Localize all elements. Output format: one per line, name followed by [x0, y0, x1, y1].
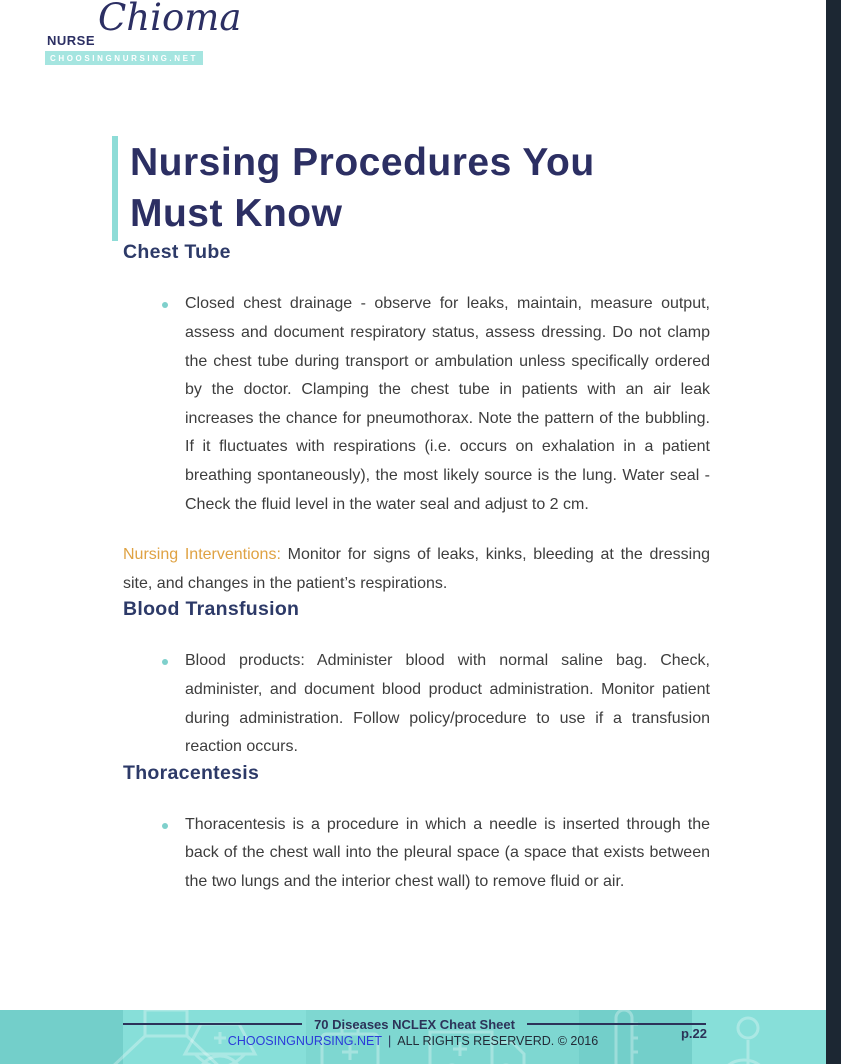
title-block: [112, 136, 710, 241]
section-heading-blood-transfusion: Blood Transfusion: [123, 598, 300, 621]
note-text: Monitor for signs of leaks, kinks, bleeding at the dressing site, and changes in the patient’s respirations.: [123, 546, 710, 592]
footer-site-link[interactable]: CHOOSINGNURSING.NET: [227, 1034, 382, 1048]
footer-rule-row: [123, 1016, 706, 1032]
blood-transfusion-list: [123, 647, 710, 761]
nursing-interventions-note: [123, 541, 710, 598]
thoracentesis-list: [123, 811, 710, 897]
footer-rule-right: [527, 1023, 706, 1025]
section-heading-chest-tube: Chest Tube: [123, 241, 231, 264]
brand-chioma-script: Chioma: [98, 0, 242, 39]
page-edge-sidebar: [826, 0, 841, 1064]
footer-rule-left: [123, 1023, 302, 1025]
footer-separator: |: [387, 1034, 392, 1048]
section-heading-thoracentesis: Thoracentesis: [123, 761, 260, 784]
footer-band: [0, 1010, 826, 1064]
bullet-text: Blood products: Administer blood with normal saline bag. Check, administer, and document blood product administration. Monitor patient during administration. Follow policy/procedure to use if a transfusion reaction occurs.: [185, 652, 710, 756]
footer-title: 70 Diseases NCLEX Cheat Sheet: [314, 1016, 515, 1032]
page-title: Nursing Procedures You Must Know: [130, 141, 595, 235]
list-item: [123, 811, 710, 897]
document-body: [123, 136, 710, 896]
footer-page-number: p.22: [680, 1026, 707, 1041]
title-accent-bar: [112, 136, 118, 241]
bullet-text: Closed chest drainage - observe for leaks, maintain, measure output, assess and document respiratory status, assess dressing. Do not clamp the chest tube during transport or ambulation unless specifically ordered by the doctor. Clamping the chest tube in patients with an air leak increases the chance for pneumothorax. Note the pattern of the bubbling. If it fluctuates with respirations (i.e. occurs on exhalation in a patient breathing spontaneously), the most likely source is the lung. Water seal - Check the fluid level in the water seal and adjust to 2 cm.: [185, 295, 710, 513]
brand-logo: [45, 0, 242, 68]
list-item: [123, 290, 710, 519]
note-label: Nursing Interventions:: [123, 546, 281, 564]
brand-site-banner: CHOOSINGNURSING.NET: [45, 51, 203, 65]
brand-nurse-text: NURSE: [47, 33, 96, 48]
bullet-text: Thoracentesis is a procedure in which a needle is inserted through the back of the chest wall into the pleural space (a space that exists between the two lungs and the interior chest wall) to remove fluid or air.: [185, 815, 710, 890]
list-item: [123, 647, 710, 761]
chest-tube-list: [123, 290, 710, 519]
footer-rights: ALL RIGHTS RESERVERD. © 2016: [397, 1034, 599, 1048]
